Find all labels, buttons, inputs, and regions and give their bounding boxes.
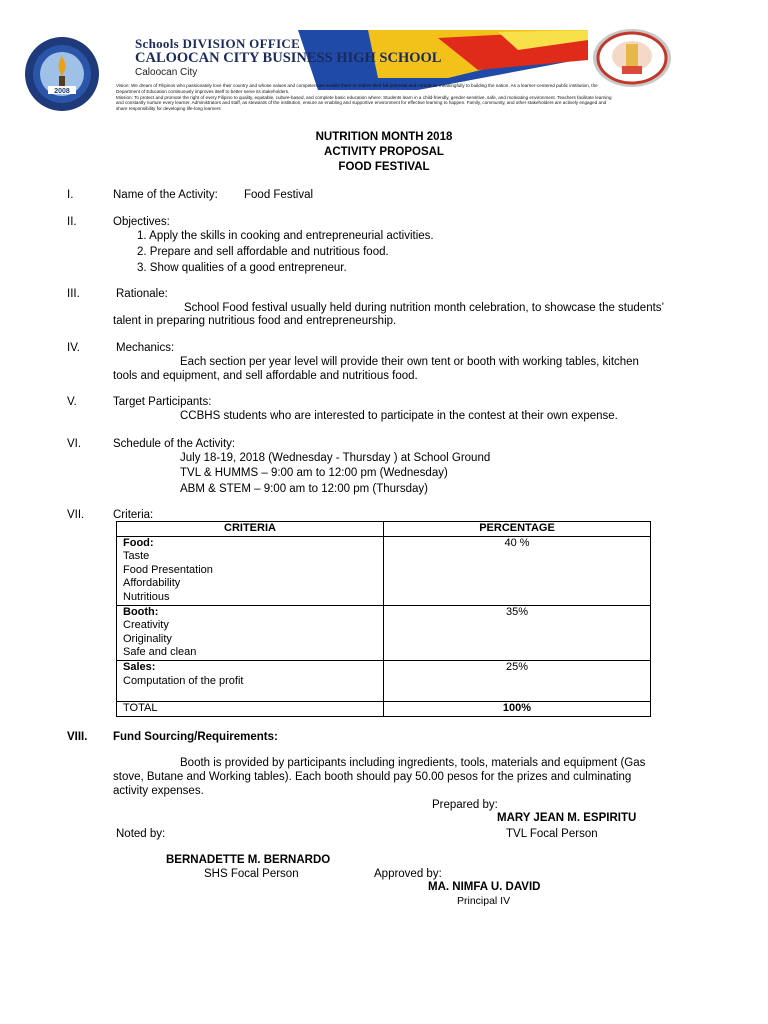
mechanics-label: Mechanics:	[116, 342, 175, 354]
schedule-dates: July 18-19, 2018 (Wednesday - Thursday ) at School Ground	[180, 452, 491, 464]
section-num-i: I.	[67, 189, 74, 201]
doc-title-line1: NUTRITION MONTH 2018	[315, 131, 453, 143]
criteria-cell	[117, 660, 384, 701]
section-num-iii: III.	[67, 288, 80, 300]
fund-sourcing-label: Fund Sourcing/Requirements:	[113, 731, 278, 743]
criteria-item: Safe and clean	[123, 646, 197, 659]
table-total-row	[117, 701, 651, 716]
preparer-name: MARY JEAN M. ESPIRITU	[497, 812, 637, 824]
table-header-row	[117, 522, 651, 537]
noter-title: SHS Focal Person	[204, 868, 299, 880]
activity-name-value: Food Festival	[244, 189, 314, 201]
criteria-item: Computation of the profit	[123, 674, 244, 687]
section-num-iv: IV.	[67, 342, 81, 354]
objectives-label: Objectives:	[113, 216, 170, 228]
participants-label: Target Participants:	[113, 396, 212, 408]
mechanics-text-line1: Each section per year level will provide their own tent or booth with working tables, kitchen	[180, 356, 639, 368]
criteria-item: Originality	[123, 632, 172, 645]
percentage-cell: 40 %	[384, 536, 651, 605]
mechanics-text-line2: tools and equipment, and sell affordable and nutritious food.	[113, 370, 418, 382]
criteria-header: CRITERIA	[117, 522, 384, 537]
percentage-cell: 25%	[384, 660, 651, 701]
doc-title-line2: ACTIVITY PROPOSAL	[324, 146, 444, 158]
prepared-by-label: Prepared by:	[432, 799, 498, 811]
section-num-ii: II.	[67, 216, 77, 228]
section-num-v: V.	[67, 396, 77, 408]
objective-item: 2. Prepare and sell affordable and nutritious food.	[137, 246, 389, 258]
doc-title-line3: FOOD FESTIVAL	[338, 161, 430, 173]
total-label: TOTAL	[117, 701, 384, 716]
city-seal-logo	[592, 28, 672, 88]
school-seal-logo	[24, 36, 100, 112]
table-row	[117, 605, 651, 660]
criteria-item: Nutritious	[123, 590, 170, 603]
fund-text-line1: Booth is provided by participants including ingredients, tools, materials and equipment (Gas	[180, 757, 646, 769]
table-row	[117, 660, 651, 701]
vision-mission-text	[116, 83, 616, 112]
noted-by-label: Noted by:	[116, 828, 166, 840]
participants-text: CCBHS students who are interested to participate in the contest at their own expense.	[180, 410, 618, 422]
noter-name: BERNADETTE M. BERNARDO	[166, 854, 331, 866]
logo-year: 2008	[54, 88, 70, 95]
criteria-item: Taste	[123, 550, 150, 563]
objective-item: 1. Apply the skills in cooking and entrepreneurial activities.	[137, 230, 434, 242]
table-row	[117, 536, 651, 605]
section-num-viii: VIII.	[67, 731, 88, 743]
criteria-item: Food Presentation	[123, 563, 213, 576]
rationale-text-line1: School Food festival usually held during nutrition month celebration, to showcase the students’	[184, 302, 665, 314]
fund-text-line3: activity expenses.	[113, 785, 204, 797]
school-name-heading: CALOOCAN CITY BUSINESS HIGH SCHOOL	[135, 50, 442, 66]
division-office-heading: Schools DIVISION OFFICE	[135, 36, 301, 51]
rationale-label: Rationale:	[116, 288, 168, 300]
percentage-header: PERCENTAGE	[384, 522, 651, 537]
approver-name: MA. NIMFA U. DAVID	[428, 881, 541, 893]
approved-by-label: Approved by:	[374, 868, 442, 880]
criteria-cell	[117, 605, 384, 660]
vision-statement: Vision: We dream of Filipinos who passionately love their country and whose values and competencies enable them to realize their full potential and contribute meaningfully to building the nation. As a learner-centered public institution, the Department of Education continuously improves itself to better serve its stakeholders.	[116, 83, 598, 94]
city-label: Caloocan City	[135, 67, 198, 78]
criteria-label: Criteria:	[113, 509, 154, 521]
criteria-table	[116, 521, 651, 717]
criteria-item: Affordability	[123, 577, 181, 590]
rationale-text-line2: talent in preparing nutritious food and entrepreneurship.	[113, 315, 397, 327]
criteria-title: Food:	[123, 536, 154, 549]
objective-item: 3. Show qualities of a good entrepreneur.	[137, 262, 347, 274]
section-num-vii: VII.	[67, 509, 85, 521]
mission-statement: Mission: To protect and promote the right of every Filipino to quality, equitable, culture-based, and complete basic education where: Students learn in a child-friendly, gender-sensitive, safe, and motivating environment. Teachers facilitate learning and constantly nurture every learner. Administrators and staff, as stewards of the institution, ensure an enabling and supportive environment for effective learning to happen. Family, community, and other stakeholders are actively engaged and share responsibility for developing life-long learners	[116, 94, 612, 112]
section-num-vi: VI.	[67, 438, 82, 450]
criteria-title: Booth:	[123, 605, 159, 618]
criteria-item: Creativity	[123, 619, 169, 632]
preparer-title: TVL Focal Person	[506, 828, 598, 840]
activity-name-label: Name of the Activity:	[113, 189, 218, 201]
criteria-cell	[117, 536, 384, 605]
fund-text-line2: stove, Butane and Working tables). Each booth should pay 50.00 pesos for the prizes and culminating	[113, 771, 632, 783]
schedule-tvl-humms: TVL & HUMMS – 9:00 am to 12:00 pm (Wednesday)	[180, 467, 448, 479]
percentage-cell: 35%	[384, 605, 651, 660]
schedule-abm-stem: ABM & STEM – 9:00 am to 12:00 pm (Thursday)	[180, 483, 428, 495]
criteria-title: Sales:	[123, 660, 156, 673]
schedule-label: Schedule of the Activity:	[113, 438, 236, 450]
approver-title: Principal IV	[457, 895, 511, 907]
total-value: 100%	[384, 701, 651, 716]
